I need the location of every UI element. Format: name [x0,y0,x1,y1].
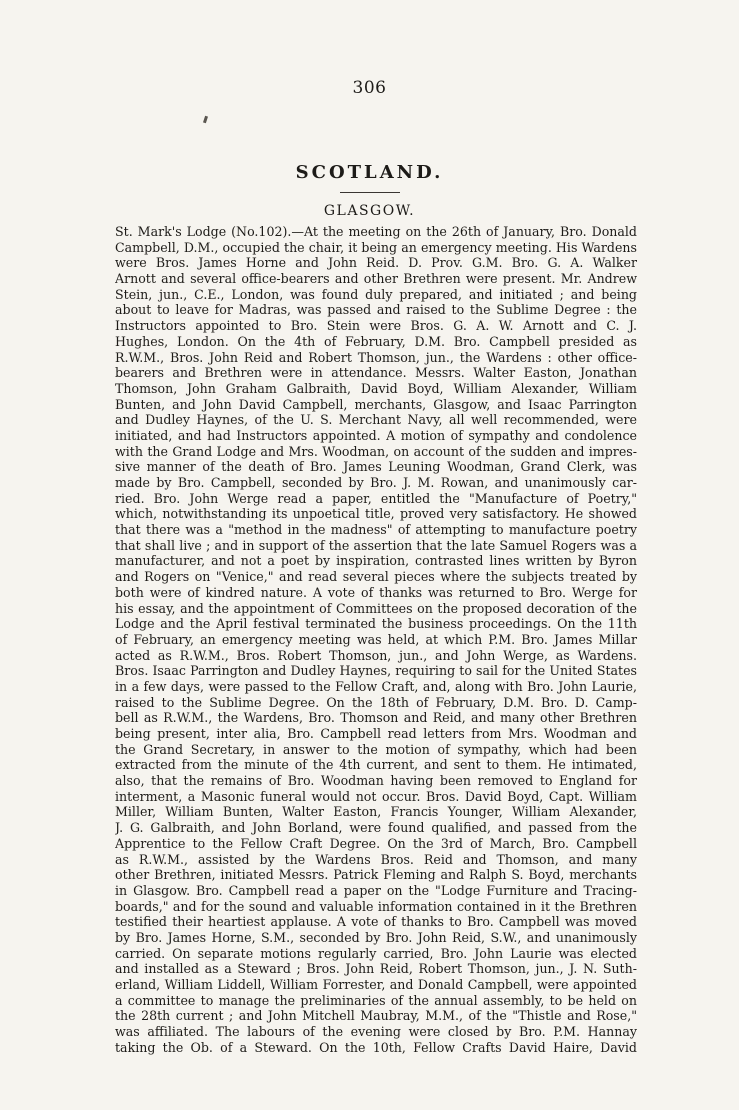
article-line: with the Grand Lodge and Mrs. Woodman, on account of the sudden and impres- [115,443,637,459]
article-line: his essay, and the appointment of Committees on the proposed decoration of the [115,600,637,616]
article-line: Miller, William Bunten, Walter Easton, Francis Younger, William Alexander, [115,804,637,820]
article-line: being present, inter alia, Bro. Campbell read letters from Mrs. Woodman and [115,726,637,741]
article-line: Lodge and the April festival terminated the business proceedings. On the 11th [115,616,637,632]
article-line: sive manner of the death of Bro. James Leuning Woodman, Grand Clerk, was [115,459,637,475]
article-line: manufacturer, and not a poet by inspiration, contrasted lines written by Byron [115,553,637,569]
article-line: also, that the remains of Bro. Woodman having been removed to England for [115,773,637,789]
article-line: the Grand Secretary, in answer to the motion of sympathy, which had been [115,741,637,757]
article-line: in Glasgow. Bro. Campbell read a paper on the "Lodge Furniture and Tracing- [115,882,637,898]
section-heading: SCOTLAND. [295,162,444,183]
article-line: extracted from the minute of the 4th current, and sent to them. He intimated, [115,757,637,773]
article-line: of February, an emergency meeting was held, at which P.M. Bro. James Millar [115,631,637,647]
article-line: made by Bro. Campbell, seconded by Bro. J. M. Rowan, and unanimously car- [115,475,637,490]
article-line: in a few days, were passed to the Fellow Craft, and, along with Bro. John Laurie, [115,678,637,694]
heading-rule [340,192,400,193]
article-line: Bunten, and John David Campbell, merchants, Glasgow, and Isaac Parrington [115,396,637,412]
article-line: Bros. Isaac Parrington and Dudley Haynes, requiring to sail for the United States [115,663,637,679]
article-line: Thomson, John Graham Galbraith, David Boyd, William Alexander, William [115,380,637,396]
article-line: Apprentice to the Fellow Craft Degree. On the 3rd of March, Bro. Campbell [115,835,637,851]
article-line: were Bros. James Horne and John Reid. D. Prov. G.M. Bro. G. A. Walker [115,255,637,271]
article-line: R.W.M., Bros. John Reid and Robert Thomson, jun., the Wardens : other office- [115,349,637,365]
article-line: a committee to manage the preliminaries of the annual assembly, to be held on [115,992,637,1008]
article-line: and Rogers on "Venice," and read several pieces where the subjects treated by [115,569,637,585]
article-line: that there was a "method in the madness" of attempting to manufacture poetry [115,522,637,538]
article-line: carried. On separate motions regularly carried, Bro. John Laurie was elected [115,945,637,961]
article-line: Stein, jun., C.E., London, was found duly prepared, and initiated ; and being [115,286,637,302]
article-line: Campbell, D.M., occupied the chair, it being an emergency meeting. His Wardens [115,239,637,255]
article-line: raised to the Sublime Degree. On the 18th of February, D.M. Bro. D. Camp- [115,694,637,710]
article-line: J. G. Galbraith, and John Borland, were found qualified, and passed from the [115,820,637,836]
article-line: both were of kindred nature. A vote of thanks was returned to Bro. Werge for [115,584,637,600]
article-line: by Bro. James Horne, S.M., seconded by Bro. John Reid, S.W., and unanimously [115,929,637,945]
article-line: erland, William Liddell, William Forrester, and Donald Campbell, were appointed [115,977,637,992]
article-line: acted as R.W.M., Bros. Robert Thomson, jun., and John Werge, as Wardens. [115,647,637,663]
article-line: Hughes, London. On the 4th of February, D.M. Bro. Campbell presided as [115,333,637,349]
article-line: initiated, and had Instructors appointed. A motion of sympathy and condolence [115,427,637,443]
article-line: which, notwithstanding its unpoetical title, proved very satisfactory. He showed [115,506,637,522]
article-line: Instructors appointed to Bro. Stein were Bros. G. A. W. Arnott and C. J. [115,318,637,334]
article-line: as R.W.M., assisted by the Wardens Bros. Reid and Thomson, and many [115,851,637,867]
page-number: 306 [352,78,387,98]
article-line: that shall live ; and in support of the assertion that the late Samuel Rogers was a [115,537,637,553]
article-line: Arnott and several office-bearers and other Brethren were present. Mr. Andrew [115,271,637,287]
article-line: bell as R.W.M., the Wardens, Bro. Thomson and Reid, and many other Brethren [115,710,637,726]
article-line: bearers and Brethren were in attendance. Messrs. Walter Easton, Jonathan [115,365,637,381]
article-line: other Brethren, initiated Messrs. Patrick Fleming and Ralph S. Boyd, merchants [115,867,637,883]
article-line: boards," and for the sound and valuable information contained in it the Brethren [115,898,637,914]
stray-ink-mark [203,116,208,124]
article-line: interment, a Masonic funeral would not occur. Bros. David Boyd, Capt. William [115,788,637,804]
article-line: ried. Bro. John Werge read a paper, entitled the "Manufacture of Poetry," [115,490,637,506]
article-line: was affiliated. The labours of the evening were closed by Bro. P.M. Hannay [115,1024,637,1040]
article-line: and Dudley Haynes, of the U. S. Merchant Navy, all well recommended, were [115,412,637,428]
article-line: testified their heartiest applause. A vote of thanks to Bro. Campbell was moved [115,914,637,930]
article-line: taking the Ob. of a Steward. On the 10th, Fellow Crafts David Haire, David [115,1039,637,1055]
article-line: and installed as a Steward ; Bros. John Reid, Robert Thomson, jun., J. N. Suth- [115,961,637,977]
article-line: the 28th current ; and John Mitchell Maubray, M.M., of the "Thistle and Rose," [115,1008,637,1024]
article-line: about to leave for Madras, was passed and raised to the Sublime Degree : the [115,302,637,318]
article-body [115,224,637,1055]
sub-heading: GLASGOW. [323,203,416,219]
article-line: St. Mark's Lodge (No.102).—At the meeting on the 26th of January, Bro. Donald [115,224,637,239]
